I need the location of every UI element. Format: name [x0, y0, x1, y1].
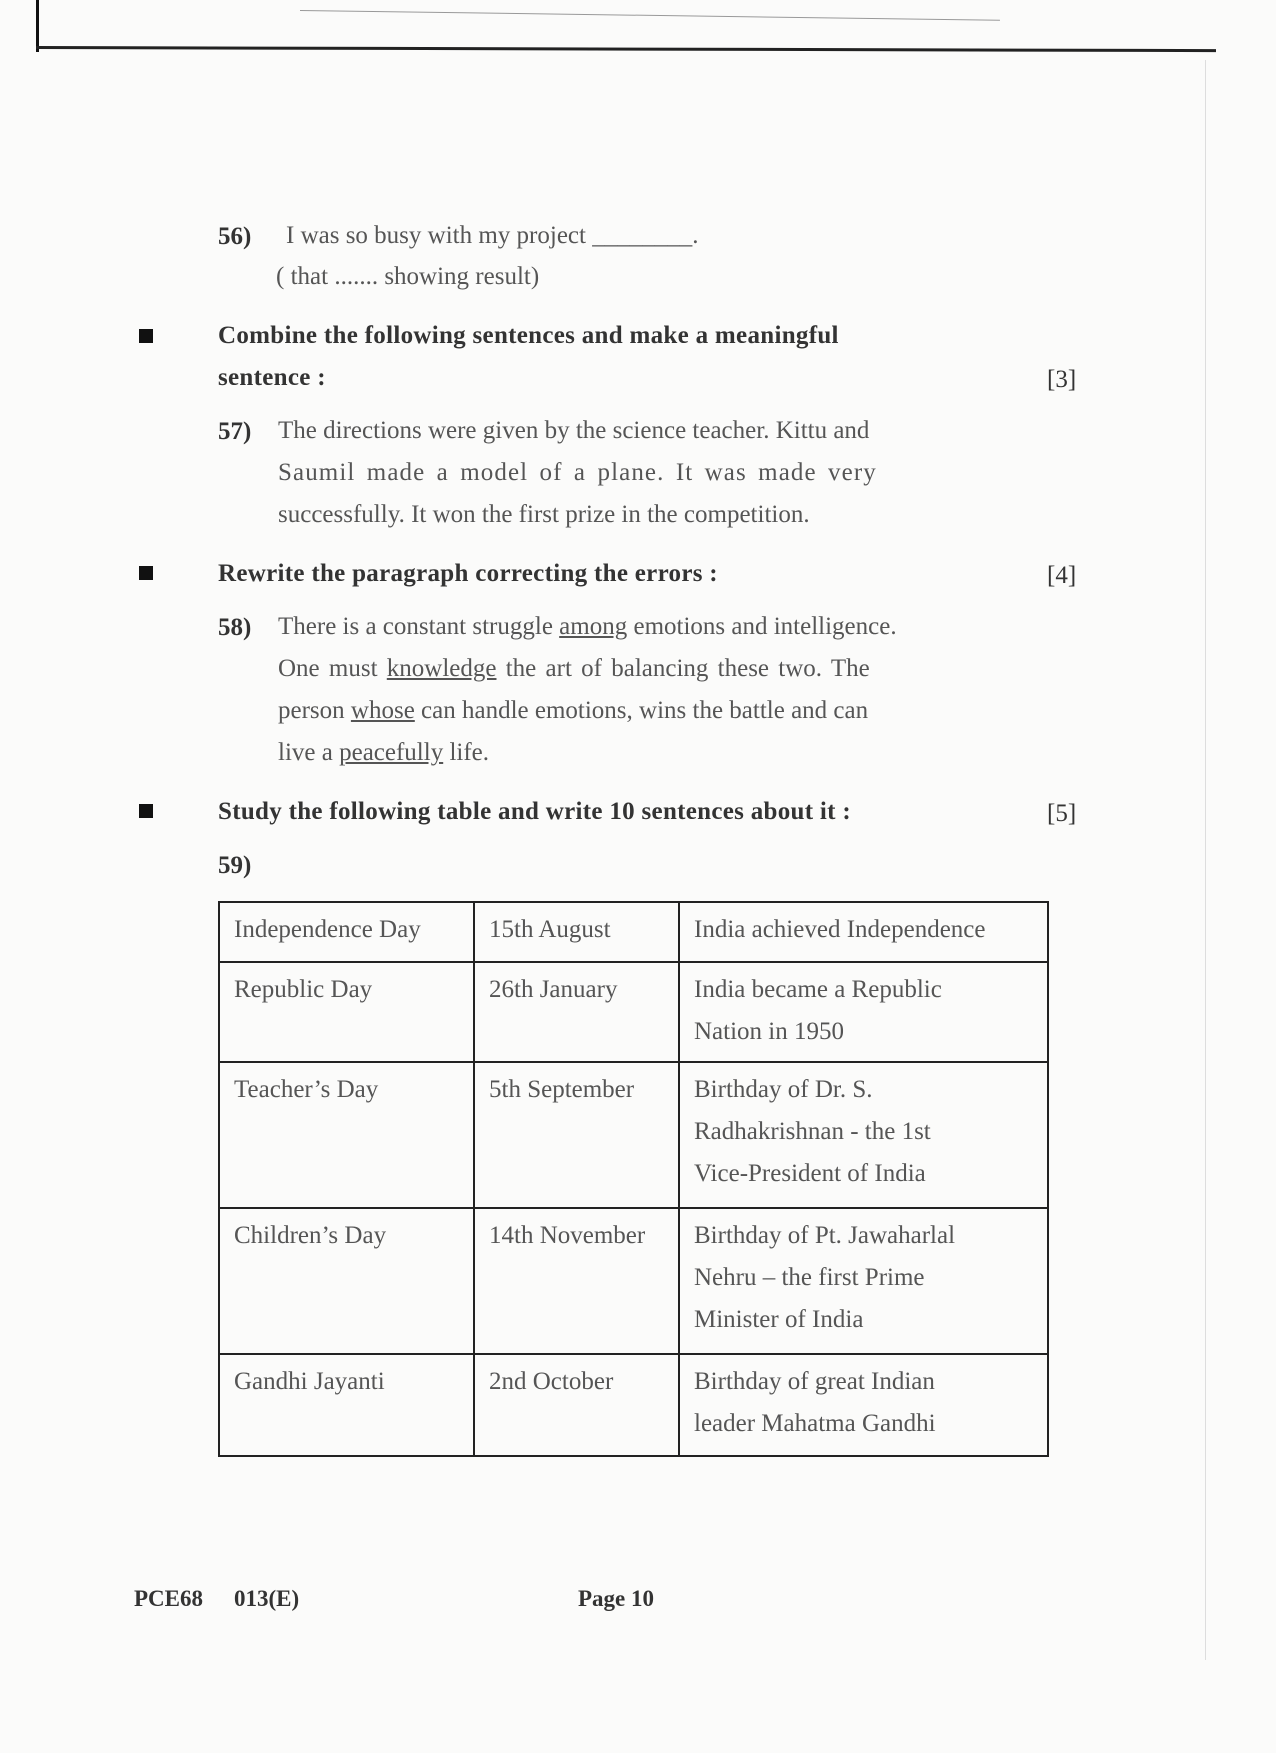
description-line: leader Mahatma Gandhi: [694, 1410, 936, 1437]
q58-line-3: [278, 698, 868, 723]
q58-error-knowledge: knowledge: [386, 655, 497, 682]
q57-line-3: successfully. It won the first prize in the competition.: [278, 501, 810, 528]
description-line: Birthday of Dr. S.: [694, 1076, 873, 1103]
cell-description: [679, 1062, 1048, 1208]
top-rule: [36, 46, 1216, 52]
q58-error-peacefully: peacefully: [339, 739, 444, 766]
table-row: [219, 1208, 1048, 1354]
table-row: [219, 962, 1048, 1062]
question-number-56: 56): [218, 223, 252, 250]
question-number-58: 58): [218, 614, 252, 641]
description-line: Birthday of Pt. Jawaharlal: [694, 1222, 956, 1249]
question-number-57: 57): [218, 418, 252, 445]
q58-line-1: [278, 614, 897, 639]
q58-l2-rest: the art of balancing these two. The: [496, 655, 870, 682]
q58-line-2: [278, 656, 870, 681]
cell-day: Independence Day: [219, 902, 474, 962]
cell-description: [679, 962, 1048, 1062]
table-row: [219, 1062, 1048, 1208]
description-line: Birthday of great Indian: [694, 1368, 935, 1395]
description-line: Vice-President of India: [694, 1160, 926, 1187]
faint-rule: [300, 10, 1000, 21]
q58-l1-rest: emotions and intelligence.: [627, 613, 897, 640]
description-line: Nehru – the first Prime: [694, 1264, 925, 1291]
page-number: Page 10: [578, 1586, 655, 1611]
section-bullet-rewrite: [139, 566, 153, 580]
q58-error-whose: whose: [350, 697, 415, 724]
cell-description: [679, 902, 1048, 962]
cell-date: 15th August: [474, 902, 679, 962]
q57-line-2: Saumil made a model of a plane. It was made very: [278, 459, 877, 486]
combine-marks: [3]: [1047, 366, 1077, 393]
q56-line1: [286, 223, 698, 248]
table-row: [219, 902, 1048, 962]
q58-l3-rest: can handle emotions, wins the battle and can: [414, 697, 869, 724]
q57-line-1: The directions were given by the science teacher. Kittu and: [278, 417, 870, 444]
cell-description: [679, 1208, 1048, 1354]
cell-day: Teacher’s Day: [219, 1062, 474, 1208]
description-line: India achieved Independence: [694, 916, 986, 943]
cell-date: 5th September: [474, 1062, 679, 1208]
cell-date: 14th November: [474, 1208, 679, 1354]
q58-l4-rest: life.: [443, 739, 490, 766]
q58-line-4: [278, 740, 489, 765]
paper-code: PCE68: [134, 1586, 203, 1611]
combine-heading-line2: sentence :: [218, 364, 326, 391]
study-marks: [5]: [1047, 800, 1077, 827]
q56-text: I was so busy with my project: [286, 222, 586, 249]
description-line: India became a Republic: [694, 976, 942, 1003]
q56-blank: ________.: [592, 222, 699, 249]
description-line: Radhakrishnan - the 1st: [694, 1118, 931, 1145]
table-row: [219, 1354, 1048, 1456]
study-heading: Study the following table and write 10 sentences about it :: [218, 798, 851, 825]
q58-l4-text: live a: [278, 739, 340, 766]
cell-date: 2nd October: [474, 1354, 679, 1456]
cell-day: Children’s Day: [219, 1208, 474, 1354]
cell-description: [679, 1354, 1048, 1456]
q58-l1-text: There is a constant struggle: [278, 613, 560, 640]
paper-subcode: 013(E): [234, 1586, 300, 1611]
q58-l3-text: person: [278, 697, 351, 724]
q56-hint: ( that ....... showing result): [276, 263, 540, 290]
scan-border-left: [36, 0, 39, 52]
cell-day: Gandhi Jayanti: [219, 1354, 474, 1456]
q58-l2-text: One must: [278, 655, 387, 682]
section-bullet-combine: [139, 329, 153, 343]
festival-table: [218, 901, 1049, 1457]
description-line: Minister of India: [694, 1306, 864, 1333]
section-bullet-study: [139, 804, 153, 818]
rewrite-heading: Rewrite the paragraph correcting the errors :: [218, 560, 718, 587]
combine-heading-line1: Combine the following sentences and make a meaningful: [218, 322, 839, 349]
description-line: Nation in 1950: [694, 1018, 844, 1045]
right-edge-shadow: [1205, 60, 1206, 1660]
cell-day: Republic Day: [219, 962, 474, 1062]
question-number-59: 59): [218, 852, 252, 879]
cell-date: 26th January: [474, 962, 679, 1062]
q58-error-among: among: [559, 613, 628, 640]
rewrite-marks: [4]: [1047, 562, 1077, 589]
